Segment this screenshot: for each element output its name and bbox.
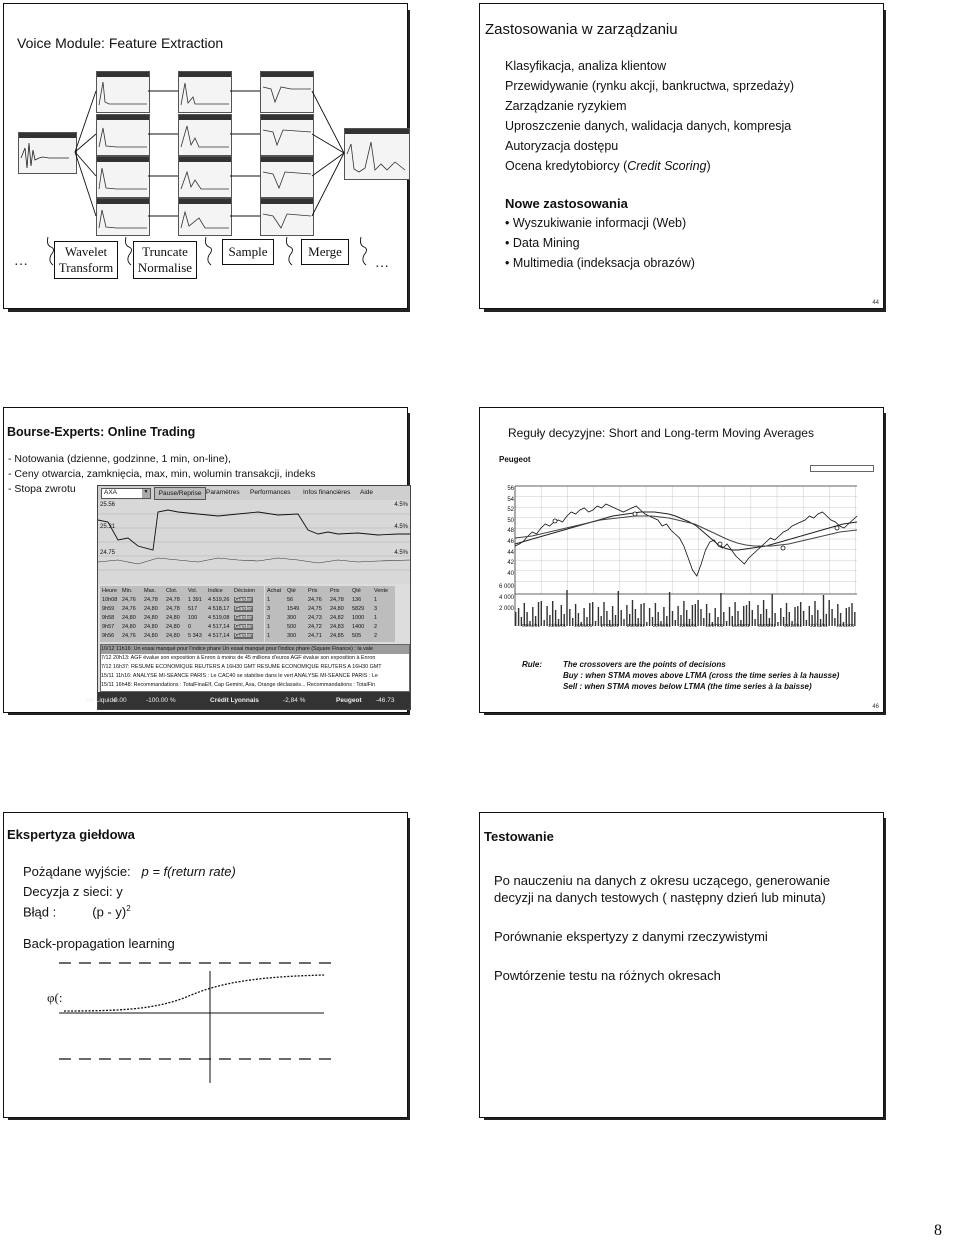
rule-line: Buy : when STMA moves above LTMA (cross the time series à la hausse) [563, 671, 840, 680]
table-cell: 1400 [352, 624, 365, 630]
table-cell: 24,80 [144, 624, 158, 630]
truncate-normalise-box: Truncate Normalise [133, 241, 197, 279]
table-cell: 5 343 [188, 633, 202, 639]
app-menu-bar [98, 486, 410, 501]
news-item[interactable]: 10/12 11h16: Un essai manqué pour l'indice phare Un essai manqué pour l'indice phare (Square Finance) : la vale [101, 645, 409, 654]
table-cell: 1 391 [188, 597, 202, 603]
volume-bar [669, 592, 670, 626]
crossover-marker [718, 542, 722, 546]
table-cell: 517 [188, 606, 198, 612]
table-cell: 3 [267, 615, 271, 621]
ticker-bar [86, 692, 410, 709]
applications-list [505, 56, 794, 176]
x-tick: 24/05/01 [626, 623, 645, 628]
table-cell: 5829 [352, 606, 365, 612]
table-cell: 1 [267, 597, 271, 603]
slide-title: Testowanie [484, 829, 554, 844]
list-item: • Wyszukiwanie informacji (Web) [505, 216, 687, 230]
table-cell: 24,80 [330, 606, 344, 612]
volume-bar [823, 595, 824, 626]
slide-moving-averages [479, 407, 884, 713]
slide-title: Voice Module: Feature Extraction [17, 35, 224, 51]
table-cell: 10h08 [102, 597, 118, 603]
chevron-down-icon: ▼ [142, 489, 150, 498]
tab-parametres[interactable]: Paramètres [206, 489, 240, 496]
ellipsis-right: … [375, 256, 389, 271]
rule-line: Sell : when STMA moves below LTMA (the time series à la baisse) [563, 682, 812, 691]
table-cell: 24,80 [166, 633, 180, 639]
table-cell: 1000 [352, 615, 365, 621]
y-tick: 56 [507, 486, 514, 492]
ellipsis-left: … [14, 254, 28, 269]
list-item: • Multimedia (indeksacja obrazów) [505, 256, 695, 270]
table-cell: 24,78 [166, 606, 180, 612]
ticker-name: Crédit Lyonnais [210, 697, 259, 704]
slide-testowanie [479, 812, 884, 1118]
volume-bar [720, 593, 721, 626]
table-cell: 24,78 [330, 597, 344, 603]
crossover-marker [835, 526, 839, 530]
table-cell: 24,75 [308, 606, 322, 612]
slide-number: 45 [396, 704, 403, 710]
table-cell: 24,76 [122, 606, 136, 612]
sigmoid-plot [4, 953, 409, 1113]
table-cell: 24,80 [144, 615, 158, 621]
table-cell: 56 [287, 597, 294, 603]
table-cell: 9h57 [102, 624, 115, 630]
news-item[interactable]: 7/12 20h13: AGF évalue son exposition à Enron à moins de 45 millions d'euros AGF évalue son exposition à Enron [101, 655, 376, 661]
tab-performances[interactable]: Performances [250, 489, 291, 496]
desired-output-line: Pożądane wyjście: p = f(return rate) [23, 864, 236, 879]
table-cell: 300 [287, 615, 297, 621]
table-cell: 0 [188, 624, 192, 630]
x-tick: 06/04/01 [522, 623, 540, 628]
y-tick: 50 [507, 517, 514, 524]
table-header-cell: Achat [267, 588, 282, 594]
rule-label: Rule: [522, 660, 542, 669]
y-tick: 44 [507, 549, 514, 556]
x-axis-labels [522, 623, 862, 631]
ticker-name: Air Liquide [86, 697, 117, 704]
table-cell: 2 [374, 624, 378, 630]
sample-box: Sample [222, 239, 274, 265]
table-cell: 9h56 [102, 633, 115, 639]
slide-title: Ekspertyza giełdowa [7, 827, 135, 842]
table-cell: 24,76 [308, 597, 322, 603]
x-tick: 21/05/01 [548, 623, 567, 628]
table-header-cell: Prix [308, 588, 318, 594]
slide-bourse-experts [3, 407, 408, 713]
table-cell: 9h59 [102, 606, 115, 612]
level-label: 4.5% [394, 550, 408, 556]
table-cell: 4 517,14 [208, 624, 230, 630]
table-cell: 24,78 [166, 597, 180, 603]
y-tick: 40 [507, 570, 514, 577]
paragraph: Po nauczeniu na danych z okresu uczącego, generowanie decyzji na danych testowych ( następny dzień lub minuta) [494, 873, 831, 905]
table-header-cell: Vol. [188, 588, 198, 594]
news-item[interactable]: 7/12 16h37: RESUME ECONOMIQUE REUTERS A 16H30 GMT RESUME ECONOMIQUE REUTERS A 16H30 GMT [101, 664, 382, 670]
rule-line: The crossovers are the points of decisions [563, 660, 726, 669]
table-cell: Garder [235, 624, 253, 630]
symbol-select[interactable]: AXA ▼ [101, 488, 151, 499]
table-header-cell: Qté [352, 588, 361, 594]
ticker-value: -46.73 [376, 697, 395, 704]
list-item: Przewidywanie (rynku akcji, bankructwa, sprzedaży) [505, 79, 794, 93]
list-item: Uproszczenie danych, walidacja danych, kompresja [505, 119, 792, 133]
table-header-cell: Indice [208, 588, 223, 594]
table-cell: 24,80 [166, 615, 180, 621]
volume-bar [618, 591, 619, 626]
quotes-table [100, 586, 264, 642]
x-tick: 15/08/01 [731, 623, 750, 628]
intraday-chart [98, 500, 410, 584]
slide-title: Bourse-Experts: Online Trading [7, 425, 196, 439]
merge-box: Merge [301, 239, 349, 265]
list-item: Zarządzanie ryzykiem [505, 99, 627, 113]
list-item: Ocena kredytobiorcy (Credit Scoring) [505, 159, 711, 173]
table-header-cell: Qté [287, 588, 296, 594]
table-header-cell: Heure [102, 588, 117, 594]
order-book-table [265, 586, 395, 642]
volume-bar [566, 590, 567, 626]
table-cell: 24,73 [308, 615, 322, 621]
table-cell: 24,78 [144, 597, 158, 603]
table-header-cell: Prix [330, 588, 340, 594]
table-cell: Garder [235, 633, 253, 639]
y-tick: 4 000 [498, 594, 514, 601]
error-line: Błąd : (p - y)$^2$ [23, 904, 131, 920]
volume-bar [518, 608, 519, 626]
list-item: • Data Mining [505, 236, 580, 250]
tab-infos[interactable]: Infos financières [303, 489, 351, 496]
table-header-cell: Décision [234, 588, 256, 594]
table-cell: 4 519,08 [208, 615, 230, 621]
table-cell: Garder [235, 606, 253, 612]
table-cell: 505 [352, 633, 362, 639]
table-cell: 2 [374, 633, 378, 639]
table-cell: 24,76 [122, 597, 136, 603]
page-number: 8 [934, 1222, 942, 1239]
subtitle: Nowe zastosowania [505, 196, 628, 211]
x-tick: 18/12/01 [836, 623, 855, 628]
x-tick: 25/05/01 [574, 623, 593, 628]
table-header-cell: Min. [122, 588, 133, 594]
list-item: - Ceny otwarcia, zamknięcia, max, min, wolumin transakcji, indeks [8, 468, 316, 480]
table-cell: 1 [267, 633, 271, 639]
table-cell: Garder [235, 597, 253, 603]
crossover-marker [633, 512, 637, 516]
y-tick: 6 000 [498, 584, 514, 591]
y-tick: 54 [507, 496, 514, 503]
tab-aide[interactable]: Aide [360, 489, 374, 496]
price-chart [515, 486, 857, 626]
y-tick: 48 [507, 528, 514, 535]
table-header-cell: Max. [144, 588, 156, 594]
table-cell: 3 [267, 606, 271, 612]
table-cell: 24,71 [308, 633, 322, 639]
ticker-value: -2,84 % [283, 697, 306, 704]
table-cell: 24,72 [308, 624, 322, 630]
table-header-cell: Clot. [166, 588, 178, 594]
ticker-value: 0.00 [114, 697, 127, 704]
ticker-name: Peugeot [336, 697, 362, 704]
phi-label: φ(: [47, 990, 63, 1005]
x-tick: 19/07/01 [705, 623, 724, 628]
table-cell: Garder [235, 615, 253, 621]
table-cell: 24,83 [330, 624, 344, 630]
crossover-marker [781, 546, 785, 550]
volume-bar [772, 594, 773, 626]
table-cell: 24,76 [122, 633, 136, 639]
network-decision-line: Decyzja z sieci: y [23, 884, 123, 899]
x-tick: 05/09/01 [757, 623, 776, 628]
table-cell: 3 [374, 606, 378, 612]
slide-title: Reguły decyzyjne: Short and Long-term Moving Averages [508, 426, 814, 440]
x-tick: 20/06/01 [653, 623, 671, 628]
level-label: 24.75 [100, 550, 116, 556]
ticker-value: -100.00 % [146, 697, 176, 704]
table-cell: 100 [188, 615, 198, 621]
table-cell: 24,85 [330, 633, 344, 639]
paragraph: Porównanie ekspertyzy z danymi rzeczywistymi [494, 929, 768, 944]
table-cell: 1549 [287, 606, 300, 612]
wavelet-transform-box: Wavelet Transform [54, 241, 118, 279]
list-item: Klasyfikacja, analiza klientow [505, 59, 667, 73]
x-tick: 31/10/01 [784, 623, 802, 628]
table-header-cell: Vente [374, 588, 389, 594]
list-item: Autoryzacja dostępu [505, 139, 619, 153]
table-cell: 500 [287, 624, 297, 630]
y-tick: 46 [507, 538, 514, 545]
table-cell: 24,80 [122, 615, 136, 621]
backprop-line: Back-propagation learning [23, 936, 175, 951]
table-cell: 9h58 [102, 615, 115, 621]
x-tick: 23/11/01 [810, 623, 828, 628]
news-feed [100, 644, 410, 692]
news-item[interactable]: 15/11 11h16: ANALYSE MI-SEANCE PARIS : Le CAC40 se stabilise dans le vert ANALYSE MI-SEANCE PARIS : Le [101, 673, 378, 679]
y-tick: 2 000 [498, 605, 514, 612]
crossover-marker [553, 519, 557, 523]
table-cell: 4 517,14 [208, 633, 230, 639]
chart-label: Peugeot [499, 455, 531, 464]
slide-voice-module [3, 3, 408, 309]
slide-zastosowania [479, 3, 884, 309]
level-label: 25.31 [100, 524, 116, 530]
table-cell: 24,80 [122, 624, 136, 630]
table-cell: 24,80 [144, 606, 158, 612]
x-tick: 22/06/01 [679, 623, 698, 628]
list-item: - Notowania (dzienne, godzinne, 1 min, on-line), [8, 453, 231, 465]
new-applications-list [505, 213, 695, 273]
slide-number: 44 [872, 300, 879, 306]
table-cell: 136 [352, 597, 362, 603]
paragraph: Powtórzenie testu na różnych okresach [494, 968, 721, 983]
y-tick: 42 [507, 560, 514, 567]
level-label: 4.5% [394, 524, 408, 530]
table-cell: 24,80 [144, 633, 158, 639]
table-cell: 1 [374, 615, 378, 621]
table-cell: 300 [287, 633, 297, 639]
y-tick: 52 [507, 507, 514, 514]
x-tick: 27/05/01 [600, 623, 619, 628]
table-cell: 1 [374, 597, 378, 603]
news-item[interactable]: 15/11 16h48: Recommandations : TotalFinaElf, Cap Gemini, Axa, Orange déclassés... Recommandations : TotalFin [101, 682, 376, 688]
level-label: 25.56 [100, 502, 116, 508]
legend-box [810, 465, 874, 472]
y-axis-labels [498, 484, 514, 629]
list-item: - Stopa zwrotu [8, 483, 76, 495]
slide-title: Zastosowania w zarządzaniu [485, 21, 678, 38]
volume-bar [515, 612, 516, 626]
table-cell: 4 519,26 [208, 597, 230, 603]
rule-text [563, 659, 839, 692]
trading-app-screenshot [86, 485, 411, 710]
table-cell: 24,82 [330, 615, 344, 621]
table-cell: 1 [267, 624, 271, 630]
tab-pause[interactable]: Pause/Reprise [154, 487, 206, 500]
level-label: 4.5% [394, 502, 408, 508]
table-cell: 4 518,17 [208, 606, 230, 612]
table-cell: 24,80 [166, 624, 180, 630]
slide-number: 46 [872, 704, 879, 710]
slide-ekspertyza [3, 812, 408, 1118]
